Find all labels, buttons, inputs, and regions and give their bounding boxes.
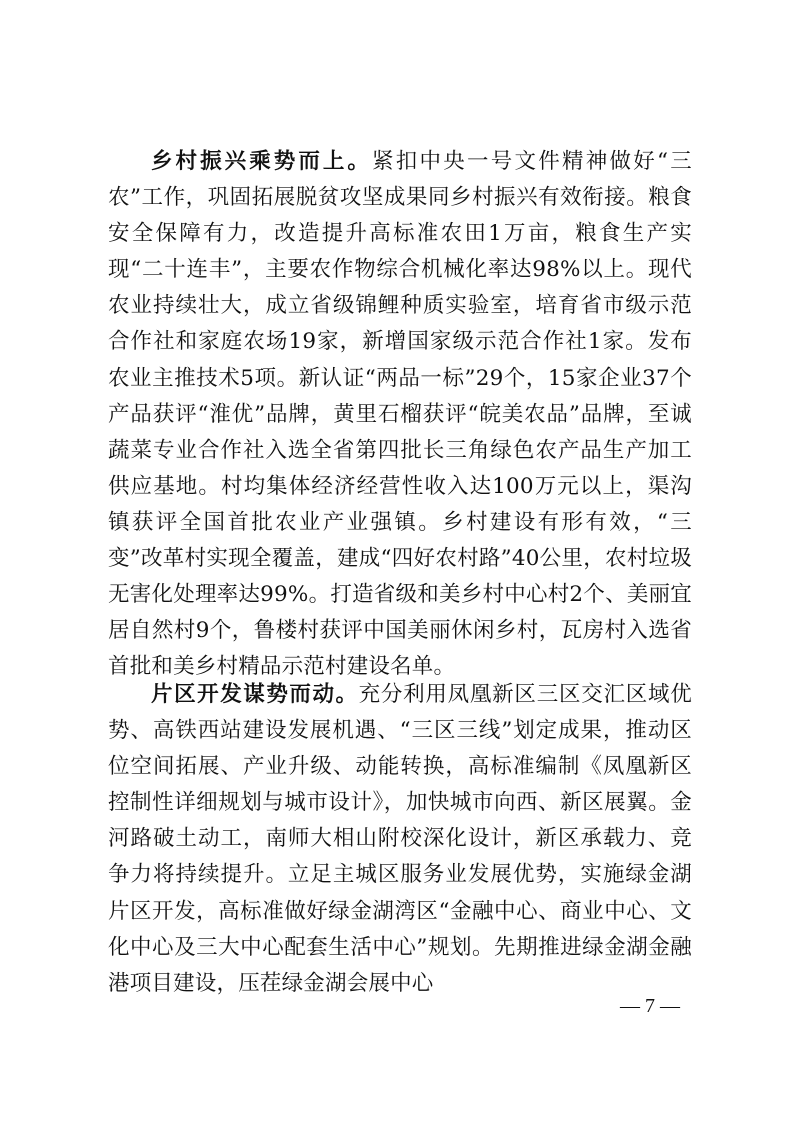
paragraph-heading: 乡村振兴乘势而上。 [151,149,372,174]
paragraph-area-development [108,677,692,1002]
paragraph-body: 紧扣中央一号文件精神做好“三农”工作，巩固拓展脱贫攻坚成果同乡村振兴有效衔接。粮食安全保障有力，改造提升高标准农田1万亩，粮食生产实现“二十连丰”，主要农作物综合机械化率达98%以上。现代农业持续壮大，成立省级锦鲤种质实验室，培育省市级示范合作社和家庭农场19家，新增国家级示范合作社1家。发布农业主推技术5项。新认证“两品一标”29个，15家企业37个产品获评“淮优”品牌，黄里石榴获评“皖美农品”品牌，至诚蔬菜专业合作社入选全省第四批长三角绿色农产品生产加工供应基地。村均集体经济经营性收入达100万元以上，渠沟镇获评全国首批农业产业强镇。乡村建设有形有效，“三变”改革村实现全覆盖，建成“四好农村路”40公里，农村垃圾无害化处理率达99%。打造省级和美乡村中心村2个、美丽宜居自然村9个，鲁楼村获评中国美丽休闲乡村，瓦房村入选省首批和美乡村精品示范村建设名单。 [108,149,692,680]
paragraph-rural-revitalization [108,144,692,685]
page-number: — 7 — [620,995,680,1017]
paragraph-heading: 片区开发谋势而动。 [151,682,359,707]
paragraph-body: 充分利用凤凰新区三区交汇区域优势、高铁西站建设发展机遇、“三区三线”划定成果，推动区位空间拓展、产业升级、动能转换，高标准编制《凤凰新区控制性详细规划与城市设计》，加快城市向西、新区展翼。金河路破土动工，南师大相山附校深化设计，新区承载力、竞争力将持续提升。立足主城区服务业发展优势，实施绿金湖片区开发，高标准做好绿金湖湾区“金融中心、商业中心、文化中心及三大中心配套生活中心”规划。先期推进绿金湖金融港项目建设，压茬绿金湖会展中心 [108,682,692,996]
